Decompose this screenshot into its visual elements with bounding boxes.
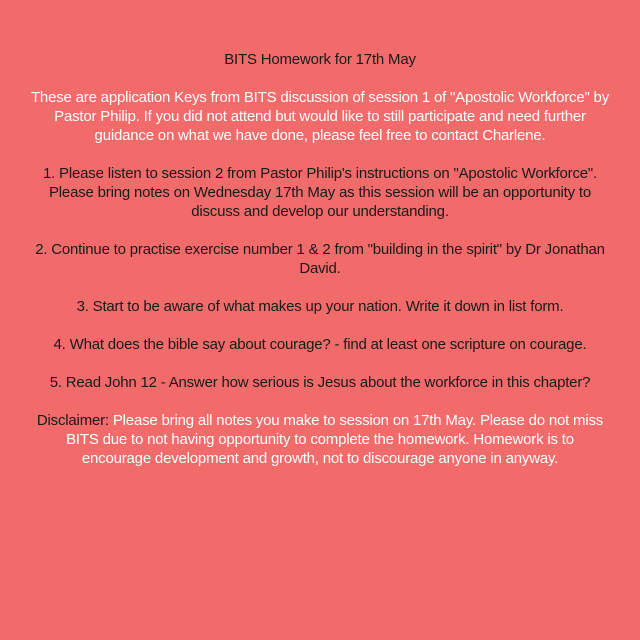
- poster-title: BITS Homework for 17th May: [224, 51, 416, 68]
- disclaimer: [30, 411, 610, 468]
- homework-item-2: 2. Continue to practise exercise number 1 & 2 from "building in the spirit" by Dr Jonathan David.: [35, 241, 605, 277]
- homework-item-5: 5. Read John 12 - Answer how serious is Jesus about the workforce in this chapter?: [49, 374, 591, 391]
- disclaimer-label: Disclaimer:: [36, 412, 109, 429]
- homework-item-1: 1. Please listen to session 2 from Pastor Philip's instructions on "Apostolic Workforce". Please bring notes on Wednesday 17th May as this session will be an opportunity to discuss and develop our understanding.: [42, 165, 598, 220]
- homework-item-4: 4. What does the bible say about courage? - find at least one scripture on courage.: [53, 336, 587, 353]
- disclaimer-body: Please bring all notes you make to session on 17th May. Please do not miss BITS due to not having opportunity to complete the homework. Homework is to encourage development and growth, not to discourage anyone in anyway.: [66, 412, 604, 467]
- homework-item-3: 3. Start to be aware of what makes up your nation. Write it down in list form.: [76, 298, 564, 315]
- intro-paragraph: These are application Keys from BITS discussion of session 1 of "Apostolic Workforce" by Pastor Philip. If you did not attend but would like to still participate and need further guidance on what we have done, please feel free to contact Charlene.: [30, 89, 610, 144]
